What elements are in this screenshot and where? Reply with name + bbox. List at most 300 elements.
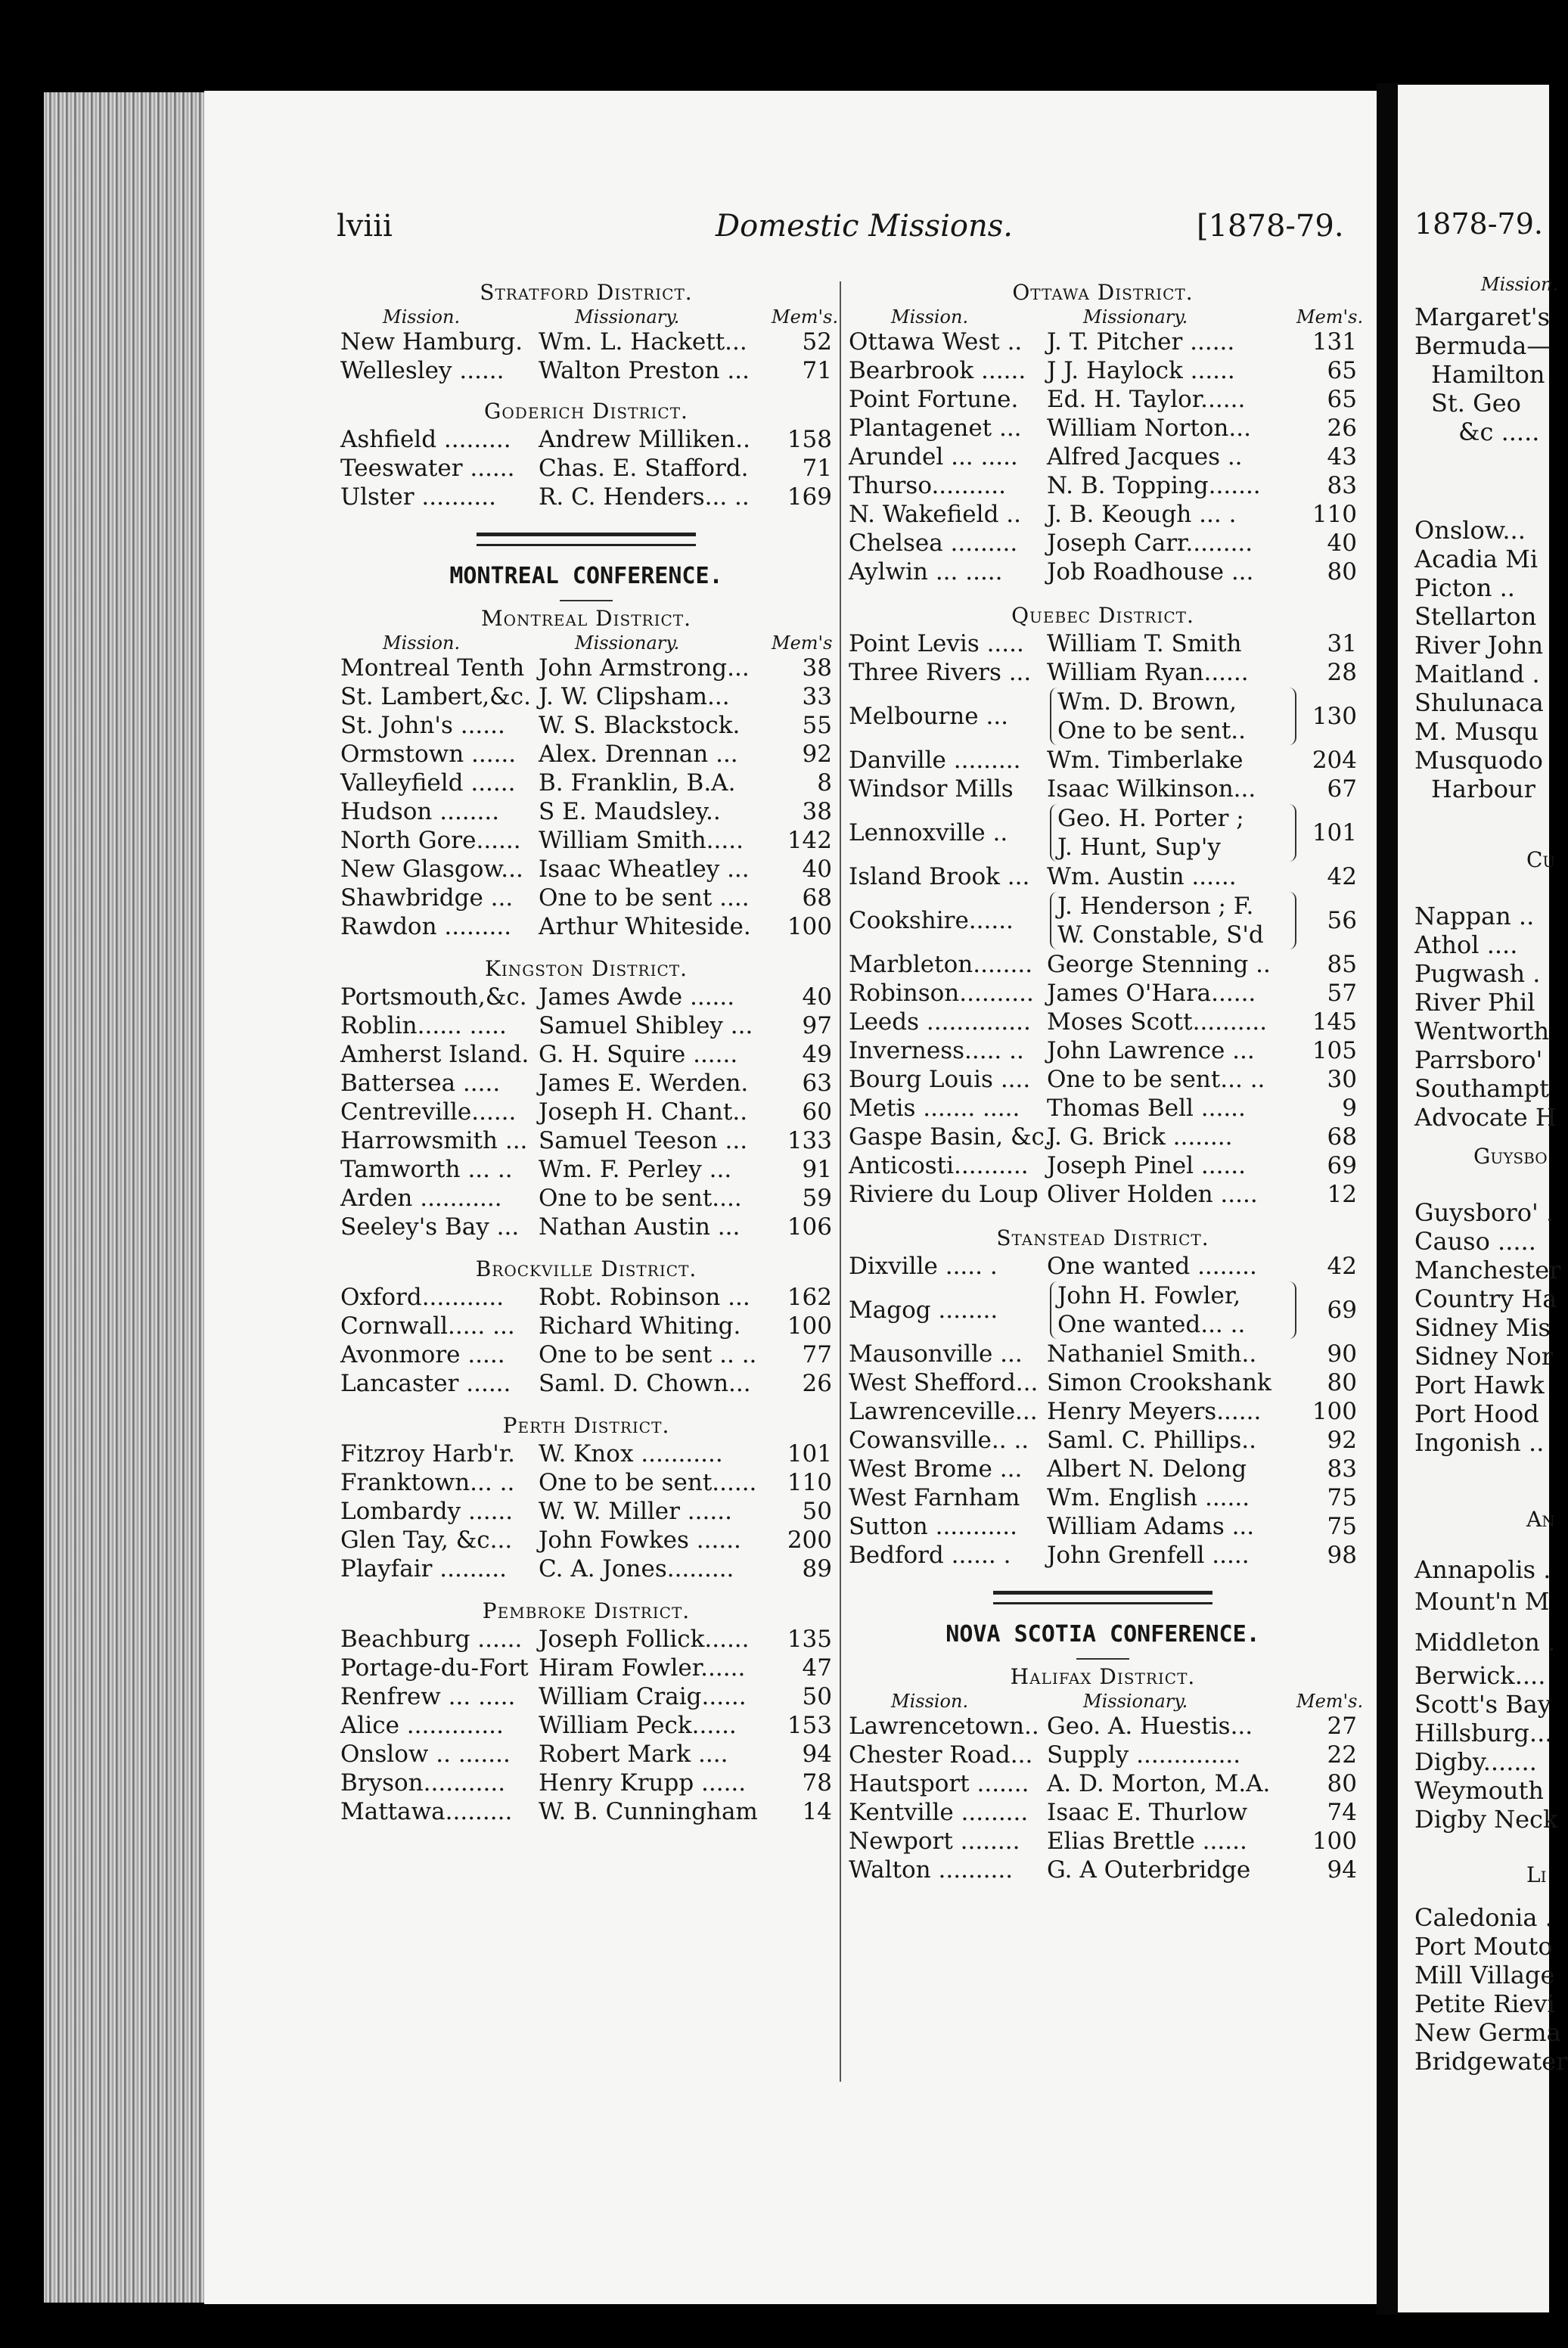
missionary-name: Isaac Wilkinson...	[1047, 775, 1256, 803]
missionary-name: Robert Mark ....	[539, 1741, 728, 1768]
missionary-name: Albert N. Delong	[1047, 1455, 1247, 1483]
district-title: Ottawa District.	[1012, 280, 1194, 305]
missionary-name: G. A Outerbridge	[1047, 1856, 1251, 1884]
table-row	[849, 803, 1357, 862]
members-count: 83	[1327, 472, 1357, 499]
mission-name: Teeswater ......	[340, 455, 515, 482]
mission-name: Shawbridge ...	[340, 884, 514, 912]
missionary-name: Saml. C. Phillips..	[1047, 1427, 1257, 1454]
missionary-name: Moses Scott..........	[1047, 1008, 1268, 1036]
missionary-name: Alfred Jacques ..	[1047, 443, 1243, 471]
missionary-name: One wanted ........	[1047, 1253, 1257, 1280]
missionary-brace-group	[1050, 1281, 1296, 1339]
book-gutter	[1377, 83, 1398, 2315]
missionary-name: One to be sent... ..	[1047, 1066, 1265, 1093]
missionary-name: Isaac E. Thurlow	[1047, 1799, 1248, 1826]
next-page-line: Harbour	[1431, 775, 1535, 803]
table-row	[340, 1011, 832, 1040]
table-row	[849, 1065, 1357, 1094]
next-page-line: Bermuda—	[1414, 331, 1551, 360]
column-header: Mission.	[383, 632, 461, 654]
members-count: 59	[802, 1185, 832, 1212]
table-row	[340, 1769, 832, 1797]
members-count: 75	[1327, 1484, 1357, 1511]
mission-name: Lancaster ......	[340, 1370, 511, 1397]
district-title: Pembroke District.	[482, 1598, 691, 1623]
missionary-name: John Armstrong...	[539, 654, 750, 682]
members-count: 78	[802, 1769, 832, 1797]
next-page-line: Guysbo	[1473, 1144, 1548, 1169]
table-row	[849, 1397, 1357, 1426]
column-header: Missionary.	[1083, 1691, 1188, 1712]
mission-name: New Glasgow...	[340, 856, 523, 883]
next-page-line: Hamilton	[1431, 360, 1545, 389]
table-row	[849, 687, 1357, 746]
mission-name: Plantagenet ...	[849, 415, 1022, 442]
table-row	[849, 1512, 1357, 1541]
district-quebec	[849, 603, 1357, 1209]
table-row	[849, 471, 1357, 500]
mission-name: Point Fortune.	[849, 386, 1019, 413]
next-page-line: Berwick....	[1414, 1661, 1546, 1690]
members-count: 50	[802, 1498, 832, 1525]
next-page-line: Parrsboro'	[1414, 1045, 1543, 1074]
members-count: 68	[802, 884, 832, 912]
next-page-line: Caledonia .	[1414, 1903, 1553, 1932]
members-count: 77	[802, 1341, 832, 1368]
mission-name: Alice .............	[340, 1712, 504, 1739]
members-count: 42	[1327, 1253, 1357, 1280]
members-count: 57	[1327, 980, 1357, 1007]
column-header: Mem's.	[772, 306, 839, 328]
next-page-line: Li	[1526, 1862, 1547, 1887]
mission-name: Arden ...........	[340, 1185, 502, 1212]
table-row	[340, 1440, 832, 1468]
missionary-name: S E. Maudsley..	[539, 798, 721, 825]
next-page-line: Acadia Mi	[1414, 545, 1539, 573]
missionary-name: Samuel Shibley ...	[539, 1012, 753, 1039]
table-row	[340, 1625, 832, 1654]
next-page-line: Onslow...	[1414, 516, 1526, 545]
mission-name: Ormstown ......	[340, 741, 517, 768]
table-row	[849, 1368, 1357, 1397]
next-page-line: Advocate H	[1414, 1103, 1557, 1132]
mission-name: Beachburg ......	[340, 1626, 523, 1653]
members-count: 101	[787, 1440, 832, 1468]
members-count: 71	[802, 455, 832, 482]
column-divider	[840, 281, 841, 2082]
page-year: [1878-79.	[1197, 209, 1344, 244]
members-count: 80	[1327, 558, 1357, 585]
table-row	[340, 1098, 832, 1126]
next-page-line: Margaret's	[1414, 303, 1551, 331]
missionary-name: J J. Haylock ......	[1047, 357, 1235, 384]
members-count: 131	[1312, 328, 1357, 356]
members-count: 31	[1327, 630, 1357, 657]
missionary-name: John Lawrence ...	[1047, 1037, 1255, 1064]
missionary-name: Wm. Austin ......	[1047, 863, 1237, 890]
table-row	[849, 1483, 1357, 1512]
missionary-name: One to be sent .. ..	[539, 1341, 757, 1368]
district-brockville	[340, 1256, 832, 1398]
table-row	[849, 746, 1357, 775]
district-montreal	[340, 606, 832, 941]
mission-name: Wellesley ......	[340, 357, 505, 384]
district-stratford	[340, 280, 839, 385]
missionary-name: William Craig......	[539, 1683, 747, 1710]
table-row	[340, 454, 832, 483]
mission-name: St. Lambert,&c.	[340, 683, 531, 710]
next-page-line: Nappan ..	[1414, 902, 1535, 930]
district-title: Perth District.	[502, 1413, 670, 1438]
mission-name: Melbourne ...	[849, 703, 1009, 730]
missionary-name: J. T. Pitcher ......	[1047, 328, 1235, 356]
table-row	[340, 682, 832, 711]
mission-name: Lombardy ......	[340, 1498, 514, 1525]
next-page-line: Middleton .	[1414, 1628, 1556, 1657]
column-header: Mem's.	[1296, 306, 1364, 328]
table-row	[849, 529, 1357, 557]
missionary-name	[1047, 804, 1303, 862]
members-count: 40	[802, 983, 832, 1011]
next-page-line: Bridgewater	[1414, 2047, 1568, 2076]
next-page-line: Stellarton	[1414, 602, 1537, 631]
table-row	[849, 1455, 1357, 1483]
mission-name: Ottawa West ..	[849, 328, 1023, 356]
missionary-brace-group	[1050, 688, 1296, 745]
members-count: 52	[802, 328, 832, 356]
column-header: Mission.	[891, 1691, 969, 1712]
missionary-name: J. B. Keough ... .	[1047, 501, 1237, 528]
table-row	[340, 1184, 832, 1213]
mission-name: Amherst Island.	[340, 1041, 529, 1068]
missionary-name: One to be sent..	[1057, 717, 1246, 744]
members-count: 22	[1327, 1741, 1357, 1769]
missionary-name: W. B. Cunningham	[539, 1798, 758, 1825]
mission-name: Bearbrook ......	[849, 357, 1026, 384]
missionary-name: Thomas Bell ......	[1047, 1095, 1246, 1122]
missionary-brace-group	[1050, 892, 1296, 949]
mission-name: Portage-du-Fort	[340, 1654, 529, 1682]
mission-name: New Hamburg.	[340, 328, 523, 356]
missionary-name: One wanted... ..	[1057, 1311, 1246, 1338]
members-count: 85	[1327, 951, 1357, 978]
mission-name: Hudson ........	[340, 798, 500, 825]
members-count: 142	[787, 827, 832, 854]
members-count: 100	[787, 1312, 832, 1340]
members-count: 55	[802, 712, 832, 739]
missionary-name: Ed. H. Taylor......	[1047, 386, 1246, 413]
mission-name: Avonmore .....	[340, 1341, 505, 1368]
mission-name: Lawrencetown..	[849, 1713, 1039, 1740]
members-count: 60	[802, 1098, 832, 1126]
mission-name: Metis ....... .....	[849, 1095, 1020, 1122]
table-row	[849, 1180, 1357, 1209]
mission-name: West Shefford...	[849, 1369, 1039, 1396]
missionary-name: Isaac Wheatley ...	[539, 856, 750, 883]
table-row	[340, 983, 832, 1011]
mission-name: Windsor Mills	[849, 775, 1014, 803]
members-count: 49	[802, 1041, 832, 1068]
table-row	[340, 1497, 832, 1526]
mission-name: Centreville......	[340, 1098, 517, 1126]
members-count: 47	[802, 1654, 832, 1682]
missionary-name: Geo. A. Huestis...	[1047, 1713, 1253, 1740]
mission-name: Chelsea .........	[849, 530, 1018, 557]
table-row	[340, 1126, 832, 1155]
table-row	[849, 775, 1357, 803]
members-count: 98	[1327, 1542, 1357, 1569]
district-title: Brockville District.	[475, 1256, 697, 1281]
table-row	[849, 1827, 1357, 1856]
mission-name: Walton ..........	[849, 1856, 1014, 1884]
district-halifax	[849, 1664, 1364, 1884]
mission-name: Dixville ..... .	[849, 1253, 998, 1280]
missionary-name	[1047, 688, 1303, 745]
mission-name: Marbleton........	[849, 951, 1033, 978]
members-count: 33	[802, 683, 832, 710]
members-count: 94	[1327, 1856, 1357, 1884]
missionary-name: Wm. English ......	[1047, 1484, 1250, 1511]
conference-title: MONTREAL CONFERENCE.	[449, 563, 723, 589]
table-row	[849, 1094, 1357, 1123]
members-count: 106	[787, 1213, 832, 1241]
mission-name: Fitzroy Harb'r.	[340, 1440, 516, 1468]
mission-name: Riviere du Loup	[849, 1181, 1039, 1208]
next-page-line: Hillsburg...	[1414, 1719, 1553, 1747]
members-count: 110	[1312, 501, 1357, 528]
table-row	[340, 884, 832, 912]
mission-name: Robinson..........	[849, 980, 1034, 1007]
table-row	[849, 1712, 1357, 1741]
members-count: 200	[787, 1527, 832, 1554]
next-page-line: Southampt	[1414, 1074, 1550, 1103]
next-page-header: 1878-79.	[1414, 207, 1543, 241]
members-count: 30	[1327, 1066, 1357, 1093]
next-page-line: Digby Neck	[1414, 1805, 1558, 1834]
members-count: 63	[802, 1070, 832, 1097]
mission-name: Franktown... ..	[340, 1469, 515, 1496]
members-count: 97	[802, 1012, 832, 1039]
mission-name: N. Wakefield ..	[849, 501, 1021, 528]
mission-name: Oxford...........	[340, 1284, 505, 1311]
mission-name: West Farnham	[849, 1484, 1020, 1511]
missionary-name: Walton Preston ...	[539, 357, 750, 384]
members-count: 40	[802, 856, 832, 883]
table-row	[849, 891, 1357, 950]
members-count: 38	[802, 654, 832, 682]
mission-name: Sutton ...........	[849, 1513, 1017, 1540]
missionary-name: William Peck......	[539, 1712, 737, 1739]
mission-name: Hautsport .......	[849, 1770, 1029, 1797]
missionary-name: Robt. Robinson ...	[539, 1284, 750, 1311]
mission-name: St. John's ......	[340, 712, 505, 739]
table-row	[340, 1711, 832, 1740]
mission-name: Chester Road...	[849, 1741, 1033, 1769]
members-count: 50	[802, 1683, 832, 1710]
missionary-name: Nathan Austin ...	[539, 1213, 741, 1241]
table-row	[340, 1740, 832, 1769]
missionary-name: George Stenning ..	[1047, 951, 1271, 978]
missionary-name: William T. Smith	[1047, 630, 1242, 657]
missionary-name: Oliver Holden .....	[1047, 1181, 1258, 1208]
table-row	[340, 912, 832, 941]
table-row	[849, 1123, 1357, 1151]
members-count: 65	[1327, 386, 1357, 413]
next-page-line: Port Mouto	[1414, 1932, 1553, 1961]
district-goderich	[340, 399, 832, 511]
table-row	[849, 328, 1357, 356]
district-title: Quebec District.	[1011, 603, 1194, 628]
next-page-line: Cu	[1526, 847, 1556, 872]
table-row	[340, 1312, 832, 1340]
next-page-line: Manchester	[1414, 1256, 1561, 1284]
district-title: Kingston District.	[484, 956, 688, 981]
next-page-line: Port Hawk	[1414, 1371, 1545, 1399]
mission-name: Ulster ..........	[340, 483, 496, 511]
column-header: Mem's.	[1296, 1691, 1364, 1712]
members-count: 69	[1327, 1152, 1357, 1179]
mission-name: Three Rivers ...	[849, 659, 1032, 686]
next-page-line: Sidney Mis	[1414, 1313, 1551, 1342]
next-page-line: Guysboro' .	[1414, 1198, 1554, 1227]
members-count: 100	[1312, 1828, 1357, 1855]
mission-name: Cornwall..... ...	[340, 1312, 515, 1340]
column-headers	[340, 632, 832, 654]
table-row	[340, 1340, 832, 1369]
missionary-name: Joseph H. Chant..	[539, 1098, 748, 1126]
missionary-name: R. C. Henders... ..	[539, 483, 750, 511]
mission-name: Arundel ... .....	[849, 443, 1018, 471]
missionary-name: G. H. Squire ......	[539, 1041, 738, 1068]
mission-name: Gaspe Basin, &c.	[849, 1123, 1052, 1151]
missionary-name: John H. Fowler,	[1057, 1282, 1241, 1309]
members-count: 135	[787, 1626, 832, 1653]
members-count: 90	[1327, 1340, 1357, 1368]
table-row	[340, 797, 832, 826]
mission-name: Bedford ...... .	[849, 1542, 1011, 1569]
missionary-name: Saml. D. Chown...	[539, 1370, 751, 1397]
table-row	[340, 1069, 832, 1098]
mission-name: Montreal Tenth	[340, 654, 525, 682]
mission-name: Renfrew ... .....	[340, 1683, 516, 1710]
column-header: Mission.	[383, 306, 461, 328]
missionary-brace-group	[1050, 804, 1296, 862]
table-row	[849, 1769, 1357, 1798]
members-count: 9	[1342, 1095, 1357, 1122]
conference-title: NOVA SCOTIA CONFERENCE.	[945, 1621, 1260, 1648]
members-count: 38	[802, 798, 832, 825]
column-headers	[849, 306, 1364, 328]
mission-name: Ashfield .........	[340, 426, 511, 453]
table-row	[340, 1682, 832, 1711]
missionary-name	[1047, 1281, 1303, 1339]
next-page-line: Athol ....	[1414, 930, 1518, 959]
mission-name: Rawdon .........	[340, 913, 512, 940]
missionary-name: Hiram Fowler......	[539, 1654, 746, 1682]
next-page-line: Country Ha	[1414, 1284, 1557, 1313]
members-count: 83	[1327, 1455, 1357, 1483]
members-count: 42	[1327, 863, 1357, 890]
members-count: 89	[802, 1555, 832, 1582]
next-page-line: Maitland .	[1414, 660, 1540, 688]
mission-name: Bryson...........	[340, 1769, 506, 1797]
members-count: 94	[802, 1741, 832, 1768]
mission-name: Seeley's Bay ...	[340, 1213, 520, 1241]
missionary-name: Geo. H. Porter ;	[1057, 805, 1244, 832]
members-count: 65	[1327, 357, 1357, 384]
next-page-line: Shulunaca	[1414, 688, 1544, 717]
next-page-line: Annapolis .	[1414, 1555, 1551, 1584]
table-row	[340, 855, 832, 884]
missionary-name: Joseph Pinel ......	[1047, 1152, 1246, 1179]
missionary-name: Chas. E. Stafford.	[539, 455, 749, 482]
missionary-name: Wm. L. Hackett...	[539, 328, 747, 356]
table-row	[340, 654, 832, 682]
short-rule	[560, 600, 613, 601]
mission-name: Island Brook ...	[849, 863, 1030, 890]
missionary-name: James E. Werden.	[539, 1070, 749, 1097]
district-title: Stanstead District.	[996, 1225, 1209, 1250]
district-title: Halifax District.	[1010, 1664, 1196, 1689]
mission-name: North Gore......	[340, 827, 521, 854]
missionary-name: William Norton...	[1047, 415, 1251, 442]
table-row	[340, 1155, 832, 1184]
table-row	[849, 1541, 1357, 1570]
next-page-line: Sidney Nor	[1414, 1342, 1553, 1371]
column-header: Missionary.	[1083, 306, 1188, 328]
next-page-line: Mission.	[1481, 274, 1559, 295]
next-page-line: Port Hood	[1414, 1399, 1539, 1428]
table-row	[849, 1008, 1357, 1036]
missionary-name: N. B. Topping.......	[1047, 472, 1261, 499]
district-stanstead	[849, 1225, 1357, 1570]
missionary-name: Wm. D. Brown,	[1057, 688, 1237, 716]
members-count: 162	[787, 1284, 832, 1311]
members-count: 80	[1327, 1770, 1357, 1797]
next-page-line: Scott's Bay	[1414, 1690, 1551, 1719]
missionary-name: John Fowkes ......	[539, 1527, 741, 1554]
members-count: 40	[1327, 530, 1357, 557]
table-row	[340, 711, 832, 740]
missionary-name: Alex. Drennan ...	[539, 741, 738, 768]
next-page-line: Ingonish ..	[1414, 1428, 1545, 1457]
next-page-line: Mount'n M	[1414, 1587, 1550, 1616]
members-count: 100	[1312, 1398, 1357, 1425]
members-count: 67	[1327, 775, 1357, 803]
mission-name: Danville .........	[849, 747, 1021, 774]
next-page-line: Pugwash .	[1414, 959, 1541, 988]
mission-name: Battersea .....	[340, 1070, 501, 1097]
members-count: 158	[787, 426, 832, 453]
missionary-name: J. W. Clipsham...	[539, 683, 730, 710]
table-row	[849, 629, 1357, 658]
mission-name: Tamworth ... ..	[340, 1156, 513, 1183]
double-rule	[477, 533, 696, 546]
missionary-name: Henry Krupp ......	[539, 1769, 747, 1797]
mission-name: Mattawa.........	[340, 1798, 513, 1825]
missionary-name: Joseph Carr.........	[1047, 530, 1253, 557]
members-count: 110	[787, 1469, 832, 1496]
page-number: lviii	[337, 209, 393, 244]
missionary-name: One to be sent......	[539, 1469, 757, 1496]
members-count: 56	[1327, 907, 1357, 934]
missionary-name: J. G. Brick ........	[1047, 1123, 1233, 1151]
next-page-line: River Phil	[1414, 988, 1535, 1017]
next-page-line: An	[1526, 1507, 1555, 1532]
mission-name: Magog ........	[849, 1297, 998, 1324]
district-title: Montreal District.	[480, 606, 692, 631]
